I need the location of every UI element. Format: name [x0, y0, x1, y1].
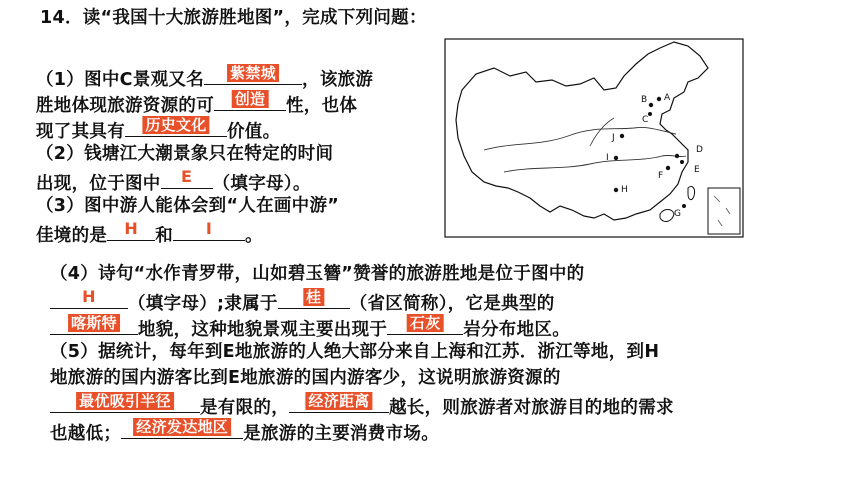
china-tourism-map — [444, 38, 744, 238]
q4-text-2a: （填字母）;隶属于 — [128, 294, 278, 314]
q1-blank-2 — [214, 90, 286, 111]
dot-b — [649, 103, 653, 107]
q2-blank-1 — [161, 168, 213, 189]
q5-text-4a: 也越低； — [50, 424, 122, 444]
q3-answer-2: I — [205, 219, 213, 238]
q4-answer-1: H — [82, 287, 96, 306]
q1-line-2 — [36, 90, 357, 118]
q3-text-2b: 和 — [155, 226, 174, 246]
q3-answer-1: H — [124, 219, 139, 238]
q5-text-4b: 是旅游的主要消费市场。 — [243, 424, 440, 444]
q1-text-3b: 价值。 — [227, 122, 281, 142]
q1-answer-2: 创造 — [232, 90, 269, 108]
map-label-h: H — [621, 185, 628, 195]
q4-line-2 — [50, 288, 555, 316]
q1-text-3a: 现了其具有 — [36, 122, 125, 142]
q5-text-3a: 是有限的， — [200, 398, 289, 418]
dot-e — [680, 160, 684, 164]
dot-h — [614, 188, 618, 192]
q5-answer-1: 最优吸引半径 — [76, 392, 174, 410]
q4-blank-3 — [50, 314, 138, 335]
q4-line-1: （4）诗句“水作青罗带，山如碧玉簪”赞誉的旅游胜地是位于图中的 — [50, 264, 585, 284]
q4-answer-4: 石灰 — [407, 314, 444, 332]
q4-answer-2: 桂 — [303, 288, 324, 306]
q1-blank-3 — [125, 116, 227, 137]
q1-text-1b: ，该旅游 — [302, 70, 374, 90]
q4-line-3 — [50, 314, 570, 342]
map-label-g: G — [674, 209, 681, 219]
q1-text-2a: 胜地体现旅游资源的可 — [36, 96, 214, 116]
q5-blank-2 — [289, 392, 389, 413]
dot-i — [614, 156, 618, 160]
q2-answer-1: E — [180, 167, 193, 186]
q1-answer-3: 历史文化 — [142, 116, 209, 134]
dot-d — [675, 154, 679, 158]
q5-answer-3: 经济发达地区 — [133, 418, 231, 436]
map-label-j: J — [612, 133, 615, 143]
q1-text-1a: （1）图中C景观又名 — [36, 70, 205, 90]
south-sea-inset — [708, 188, 740, 234]
map-label-a: A — [664, 93, 671, 103]
map-label-f: F — [658, 171, 664, 181]
q3-line-2 — [36, 220, 263, 248]
dot-f — [666, 166, 670, 170]
dot-c — [648, 112, 652, 116]
q5-line-3 — [50, 392, 674, 420]
q4-blank-1 — [50, 288, 128, 309]
q3-text-2c: 。 — [245, 226, 263, 246]
q2-line-1: （2）钱塘江大潮景象只在特定的时间 — [36, 144, 334, 164]
q3-blank-1 — [107, 220, 155, 241]
map-label-d: D — [696, 145, 703, 155]
q1-text-2b: 性，也体 — [286, 96, 358, 116]
q1-blank-1 — [204, 64, 302, 85]
q5-blank-3 — [121, 418, 243, 439]
q4-text-2b: （省区简称），它是典型的 — [349, 294, 555, 314]
map-label-c: C — [642, 115, 649, 125]
map-label-e: E — [694, 165, 700, 175]
dot-g — [682, 204, 686, 208]
dot-j — [620, 134, 624, 138]
map-frame — [445, 39, 743, 237]
q4-blank-4 — [387, 314, 463, 335]
q5-line-1: （5）据统计，每年到E地旅游的人绝大部分来自上海和江苏．浙江等地，到H — [50, 342, 660, 362]
q5-line-2: 地旅游的国内游客比到E地旅游的国内游客少，这说明旅游资源的 — [50, 368, 561, 388]
q2-line-2 — [36, 168, 311, 196]
q3-blank-2 — [173, 220, 245, 241]
q5-blank-1 — [50, 392, 200, 413]
q1-line-3 — [36, 116, 280, 144]
q2-text-2b: （填字母）。 — [212, 174, 311, 194]
q1-answer-1: 紫禁城 — [227, 64, 279, 82]
q5-line-4 — [50, 418, 439, 446]
q2-text-2a: 出现，位于图中 — [36, 174, 161, 194]
q4-text-3a: 地貌，这种地貌景观主要出现于 — [138, 320, 388, 340]
question-title: 14．读“我国十大旅游胜地图”，完成下列问题： — [40, 8, 427, 28]
map-label-b: B — [641, 95, 648, 105]
dot-a — [657, 97, 661, 101]
map-label-i: I — [606, 153, 609, 163]
map-svg — [444, 38, 744, 238]
q5-answer-2: 经济距离 — [305, 392, 372, 410]
q4-answer-3: 喀斯特 — [68, 314, 120, 332]
q3-line-1: （3）图中游人能体会到“人在画中游” — [36, 196, 340, 216]
q5-text-3b: 越长，则旅游者对旅游目的地的需求 — [389, 398, 674, 418]
q4-text-3b: 岩分布地区。 — [463, 320, 571, 340]
q4-blank-2 — [278, 288, 350, 309]
q3-text-2a: 佳境的是 — [36, 226, 108, 246]
q1-line-1 — [36, 64, 373, 92]
